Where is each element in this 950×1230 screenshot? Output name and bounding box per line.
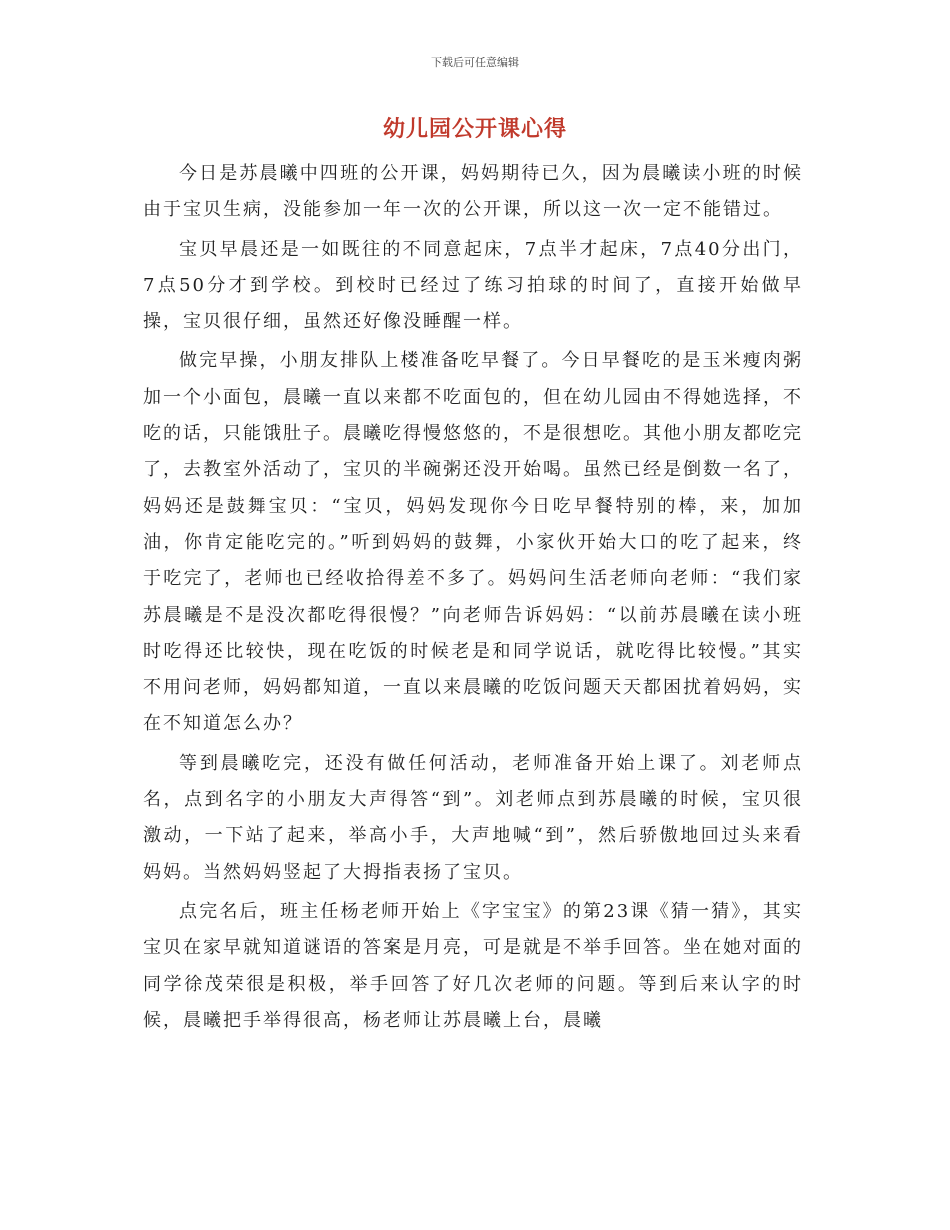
document-body bbox=[143, 156, 803, 1042]
paragraph: 宝贝早晨还是一如既往的不同意起床，7点半才起床，7点40分出门，7点50分才到学校。到校时已经过了练习拍球的时间了，直接开始做早操，宝贝很仔细，虽然还好像没睡醒一样。 bbox=[143, 238, 803, 333]
document-title: 幼儿园公开课心得 bbox=[382, 116, 567, 142]
paragraph: 做完早操，小朋友排队上楼准备吃早餐了。今日早餐吃的是玉米瘦肉粥加一个小面包，晨曦一直以来都不吃面包的，但在幼儿园由不得她选择，不吃的话，只能饿肚子。晨曦吃得慢悠悠的，不是很想吃。其他小朋友都吃完了，去教室外活动了，宝贝的半碗粥还没开始喝。虽然已经是倒数一名了，妈妈还是鼓舞宝贝：“宝贝，妈妈发现你今日吃早餐特别的棒，来，加加油，你肯定能吃完的。”听到妈妈的鼓舞，小家伙开始大口的吃了起来，终于吃完了，老师也已经收拾得差不多了。妈妈问生活老师向老师：“我们家苏晨曦是不是没次都吃得很慢？”向老师告诉妈妈：“以前苏晨曦在读小班时吃得还比较快，现在吃饭的时候老是和同学说话，就吃得比较慢。”其实不用问老师，妈妈都知道，一直以来晨曦的吃饭问题天天都困扰着妈妈，实在不知道怎么办？ bbox=[143, 350, 803, 735]
header-note: 下载后可任意编辑 bbox=[431, 56, 519, 69]
paragraph: 等到晨曦吃完，还没有做任何活动，老师准备开始上课了。刘老师点名，点到名字的小朋友大声得答“到”。刘老师点到苏晨曦的时候，宝贝很激动，一下站了起来，举高小手，大声地喊“到”，然后骄傲地回过头来看妈妈。当然妈妈竖起了大拇指表扬了宝贝。 bbox=[143, 752, 803, 883]
paragraph: 今日是苏晨曦中四班的公开课，妈妈期待已久，因为晨曦读小班的时候由于宝贝生病，没能参加一年一次的公开课，所以这一次一定不能错过。 bbox=[143, 163, 803, 221]
paragraph: 点完名后，班主任杨老师开始上《字宝宝》的第23课《猜一猜》，其实宝贝在家早就知道谜语的答案是月亮，可是就是不举手回答。坐在她对面的同学徐茂荣很是积极，举手回答了好几次老师的问题。等到后来认字的时候，晨曦把手举得很高，杨老师让苏晨曦上台，晨曦 bbox=[143, 900, 803, 1031]
